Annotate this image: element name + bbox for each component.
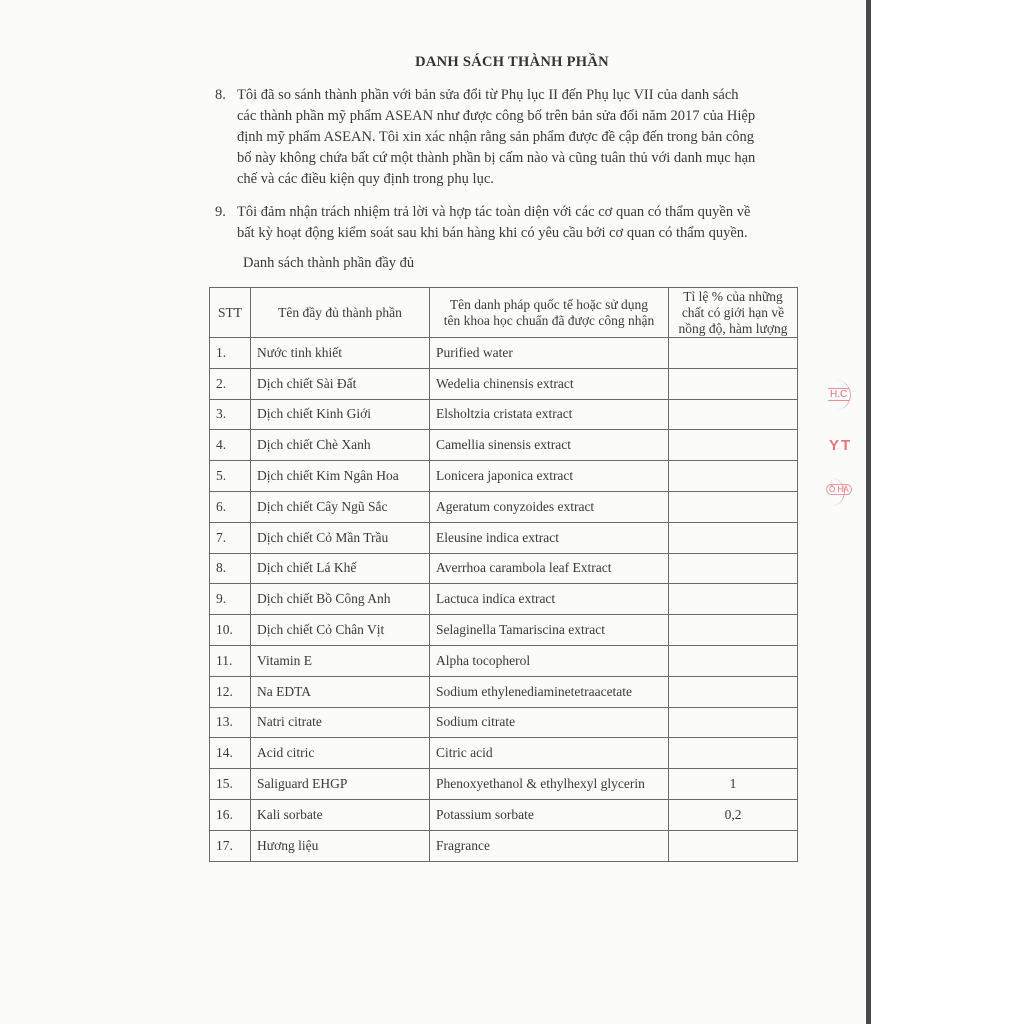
- table-row: [210, 338, 798, 369]
- cell-stt: 2.: [210, 368, 251, 399]
- cell-full-name: Dịch chiết Lá Khế: [251, 553, 430, 584]
- cell-stt: 16.: [210, 799, 251, 830]
- cell-stt: 17.: [210, 830, 251, 861]
- cell-inci-name: Elsholtzia cristata extract: [430, 399, 669, 430]
- cell-stt: 7.: [210, 522, 251, 553]
- header-inci-line: Tên danh pháp quốc tế hoặc sử dụng: [449, 296, 649, 312]
- cell-percentage: 0,2: [669, 799, 798, 830]
- cell-inci-name: Eleusine indica extract: [430, 522, 669, 553]
- cell-stt: 3.: [210, 399, 251, 430]
- stamp-text: Ồ HÀ: [826, 484, 852, 495]
- cell-percentage: [669, 584, 798, 615]
- cell-inci-name: Selaginella Tamariscina extract: [430, 615, 669, 646]
- cell-full-name: Hương liệu: [251, 830, 430, 861]
- paragraph-line: các thành phần mỹ phẩm ASEAN như được công bố trên bản sửa đổi năm 2017 của Hiệp: [237, 108, 756, 124]
- table-row: [210, 769, 798, 800]
- table-row: [210, 645, 798, 676]
- table-row: [210, 368, 798, 399]
- header-pct-line: chất có giới hạn về: [681, 304, 785, 320]
- paragraph-line: Tôi đảm nhận trách nhiệm trả lời và hợp tác toàn diện với các cơ quan có thẩm quyền về: [237, 204, 751, 220]
- page-margin-right: [871, 0, 1024, 1024]
- header-stt: STT: [210, 288, 251, 338]
- header-pct-line: Tỉ lệ % của những: [683, 288, 783, 304]
- paragraph-8: [215, 85, 756, 190]
- cell-stt: 11.: [210, 645, 251, 676]
- cell-percentage: [669, 368, 798, 399]
- table-body: [210, 338, 798, 862]
- cell-full-name: Dịch chiết Cỏ Mần Trầu: [251, 522, 430, 553]
- cell-stt: 10.: [210, 615, 251, 646]
- paragraph-9: [215, 202, 751, 244]
- cell-inci-name: Camellia sinensis extract: [430, 430, 669, 461]
- stamp-text: H.C: [830, 389, 848, 400]
- cell-inci-name: Lactuca indica extract: [430, 584, 669, 615]
- table-row: [210, 399, 798, 430]
- paragraph-line: chế và các điều kiện quy định trong phụ lục.: [237, 171, 494, 187]
- cell-inci-name: Potassium sorbate: [430, 799, 669, 830]
- header-inci-name: [430, 288, 669, 338]
- header-full-name: Tên đầy đủ thành phần: [251, 288, 430, 338]
- cell-full-name: Nước tinh khiết: [251, 338, 430, 369]
- cell-stt: 14.: [210, 738, 251, 769]
- table-row: [210, 676, 798, 707]
- cell-full-name: Dịch chiết Chè Xanh: [251, 430, 430, 461]
- document-title: DANH SÁCH THÀNH PHẦN: [415, 54, 609, 70]
- paragraph-line: Tôi đã so sánh thành phần với bản sửa đổi từ Phụ lục II đến Phụ lục VII của danh sách: [237, 87, 739, 103]
- cell-percentage: [669, 338, 798, 369]
- cell-inci-name: Sodium citrate: [430, 707, 669, 738]
- table-row: [210, 615, 798, 646]
- cell-inci-name: Wedelia chinensis extract: [430, 368, 669, 399]
- table-row: [210, 430, 798, 461]
- cell-stt: 9.: [210, 584, 251, 615]
- cell-percentage: [669, 522, 798, 553]
- cell-inci-name: Ageratum conyzoides extract: [430, 491, 669, 522]
- stamp-text: YT: [829, 437, 853, 454]
- table-row: [210, 707, 798, 738]
- table-row: [210, 584, 798, 615]
- cell-percentage: [669, 830, 798, 861]
- cell-percentage: [669, 676, 798, 707]
- cell-stt: 1.: [210, 338, 251, 369]
- cell-percentage: [669, 738, 798, 769]
- cell-full-name: Saliguard EHGP: [251, 769, 430, 800]
- cell-full-name: Na EDTA: [251, 676, 430, 707]
- header-inci-line: tên khoa học chuẩn đã được công nhận: [443, 312, 655, 328]
- paragraph-number: 8.: [215, 87, 226, 103]
- cell-inci-name: Alpha tocopherol: [430, 645, 669, 676]
- cell-full-name: Acid citric: [251, 738, 430, 769]
- cell-inci-name: Phenoxyethanol & ethylhexyl glycerin: [430, 769, 669, 800]
- table-row: [210, 830, 798, 861]
- cell-percentage: [669, 615, 798, 646]
- table-row: [210, 461, 798, 492]
- cell-percentage: [669, 491, 798, 522]
- cell-inci-name: Averrhoa carambola leaf Extract: [430, 553, 669, 584]
- cell-full-name: Dịch chiết Cây Ngũ Sắc: [251, 491, 430, 522]
- cell-inci-name: Sodium ethylenediaminetetraacetate: [430, 676, 669, 707]
- header-pct-line: nồng độ, hàm lượng: [678, 320, 788, 336]
- table-row: [210, 553, 798, 584]
- ingredients-subheading: Danh sách thành phần đầy đủ: [243, 255, 415, 271]
- cell-full-name: Dịch chiết Cỏ Chân Vịt: [251, 615, 430, 646]
- cell-stt: 4.: [210, 430, 251, 461]
- cell-stt: 5.: [210, 461, 251, 492]
- cell-full-name: Dịch chiết Kim Ngân Hoa: [251, 461, 430, 492]
- table-header-row: [210, 288, 798, 338]
- cell-full-name: Kali sorbate: [251, 799, 430, 830]
- cell-stt: 6.: [210, 491, 251, 522]
- header-percentage: [669, 288, 798, 338]
- paragraph-line: bố này không chứa bất cứ một thành phần bị cấm nào và cũng tuân thủ với danh mục hạn: [237, 150, 756, 166]
- table-row: [210, 799, 798, 830]
- cell-full-name: Dịch chiết Kinh Giới: [251, 399, 430, 430]
- cell-percentage: [669, 707, 798, 738]
- cell-percentage: [669, 461, 798, 492]
- cell-inci-name: Purified water: [430, 338, 669, 369]
- cell-percentage: [669, 553, 798, 584]
- page-edge-line: [866, 0, 871, 1024]
- cell-full-name: Vitamin E: [251, 645, 430, 676]
- cell-percentage: 1: [669, 769, 798, 800]
- cell-stt: 13.: [210, 707, 251, 738]
- cell-full-name: Natri citrate: [251, 707, 430, 738]
- paragraph-line: bất kỳ hoạt động kiểm soát sau khi bán hàng khi có yêu cầu bởi cơ quan có thẩm quyền.: [237, 225, 748, 241]
- paragraph-line: định mỹ phẩm ASEAN. Tôi xin xác nhận rằng sản phẩm được đề cập đến trong bản công: [237, 129, 755, 145]
- cell-stt: 12.: [210, 676, 251, 707]
- table-row: [210, 491, 798, 522]
- table-row: [210, 738, 798, 769]
- cell-stt: 15.: [210, 769, 251, 800]
- cell-percentage: [669, 645, 798, 676]
- cell-stt: 8.: [210, 553, 251, 584]
- cell-percentage: [669, 430, 798, 461]
- cell-full-name: Dịch chiết Sài Đất: [251, 368, 430, 399]
- cell-inci-name: Fragrance: [430, 830, 669, 861]
- paragraph-number: 9.: [215, 204, 226, 220]
- cell-percentage: [669, 399, 798, 430]
- cell-inci-name: Lonicera japonica extract: [430, 461, 669, 492]
- cell-full-name: Dịch chiết Bồ Công Anh: [251, 584, 430, 615]
- ingredients-table: [209, 287, 798, 862]
- table-row: [210, 522, 798, 553]
- cell-inci-name: Citric acid: [430, 738, 669, 769]
